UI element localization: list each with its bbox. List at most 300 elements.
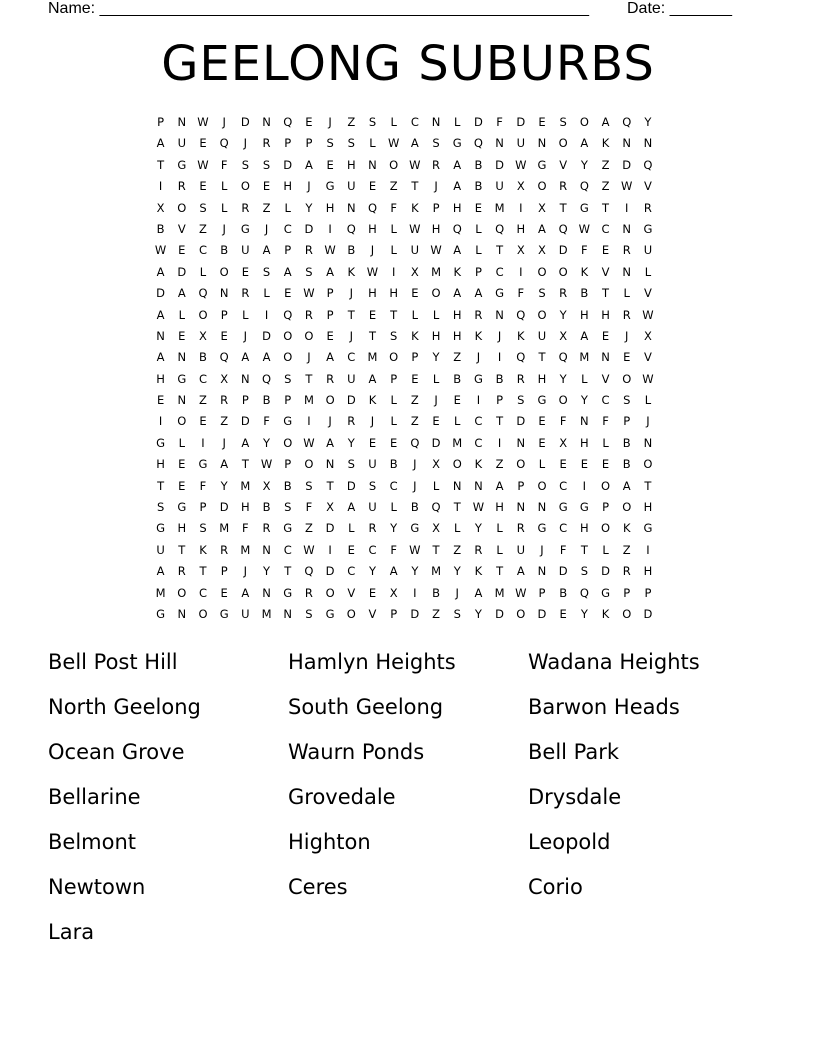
grid-letter: K xyxy=(347,264,356,279)
grid-letter: T xyxy=(496,243,504,258)
grid-letter: Q xyxy=(452,221,462,236)
grid-letter: K xyxy=(517,328,525,343)
word-list-item: Leopold xyxy=(528,830,611,854)
grid-row xyxy=(150,454,670,475)
grid-letter: K xyxy=(474,328,483,343)
grid-letter: J xyxy=(243,136,248,151)
grid-letter: W xyxy=(260,457,273,472)
grid-row xyxy=(150,240,670,261)
grid-letter: W xyxy=(197,157,209,172)
grid-letter: E xyxy=(411,286,419,301)
grid-letter: H xyxy=(580,435,589,450)
grid-letter: N xyxy=(177,115,187,129)
grid-letter: I xyxy=(476,393,481,408)
grid-letter: O xyxy=(537,179,547,194)
grid-letter: A xyxy=(495,478,504,493)
grid-letter: A xyxy=(474,286,483,301)
grid-letter: P xyxy=(305,136,313,151)
grid-letter: S xyxy=(241,157,249,172)
grid-letter: D xyxy=(431,435,441,450)
grid-letter: O xyxy=(389,350,399,365)
grid-letter: S xyxy=(623,393,631,408)
grid-letter: A xyxy=(538,221,546,236)
grid-letter: A xyxy=(453,243,462,258)
grid-letter: U xyxy=(516,542,525,557)
grid-row xyxy=(150,411,670,432)
grid-row xyxy=(150,583,670,604)
grid-letter: L xyxy=(390,115,397,129)
grid-letter: E xyxy=(241,264,249,279)
grid-letter: A xyxy=(601,115,610,129)
grid-letter: P xyxy=(623,585,631,600)
grid-letter: S xyxy=(347,136,355,151)
grid-letter: T xyxy=(347,307,355,322)
grid-letter: B xyxy=(474,157,483,172)
grid-letter: H xyxy=(452,307,462,322)
grid-letter: C xyxy=(347,564,356,579)
grid-letter: R xyxy=(241,200,250,215)
grid-letter: S xyxy=(199,521,207,536)
grid-letter: O xyxy=(516,606,526,621)
grid-letter: F xyxy=(517,286,525,301)
grid-letter: W xyxy=(409,542,421,557)
grid-letter: A xyxy=(304,157,313,172)
grid-letter: B xyxy=(495,371,504,386)
grid-letter: N xyxy=(537,500,547,515)
grid-letter: Z xyxy=(453,542,462,557)
grid-letter: A xyxy=(580,136,589,151)
grid-letter: J xyxy=(328,115,332,129)
grid-letter: V xyxy=(368,606,377,621)
grid-letter: K xyxy=(580,264,589,279)
grid-letter: R xyxy=(304,243,313,258)
grid-letter: G xyxy=(579,200,589,215)
grid-letter: A xyxy=(622,478,631,493)
grid-letter: H xyxy=(389,286,398,301)
word-list-item: Belmont xyxy=(48,830,137,854)
grid-letter: L xyxy=(263,286,270,301)
grid-row xyxy=(150,305,670,326)
grid-letter: F xyxy=(496,115,503,129)
grid-letter: Q xyxy=(579,179,589,194)
grid-letter: C xyxy=(283,542,292,557)
grid-letter: Z xyxy=(220,414,229,429)
grid-letter: E xyxy=(601,243,610,258)
grid-letter: I xyxy=(158,179,163,194)
grid-letter: W xyxy=(430,243,442,258)
grid-letter: N xyxy=(474,478,483,493)
grid-letter: E xyxy=(178,328,186,343)
grid-letter: O xyxy=(537,264,547,279)
grid-letter: S xyxy=(156,500,165,515)
grid-letter: G xyxy=(219,606,229,621)
grid-letter: N xyxy=(537,136,547,151)
grid-letter: L xyxy=(602,542,609,557)
grid-row xyxy=(150,604,670,625)
grid-letter: A xyxy=(474,585,483,600)
grid-letter: G xyxy=(177,157,187,172)
grid-letter: Z xyxy=(410,414,419,429)
grid-letter: H xyxy=(156,371,165,386)
grid-letter: A xyxy=(347,500,356,515)
grid-letter: H xyxy=(452,328,462,343)
grid-letter: K xyxy=(453,264,461,279)
grid-letter: Y xyxy=(474,521,482,536)
grid-letter: C xyxy=(601,393,610,408)
grid-letter: C xyxy=(198,585,207,600)
grid-letter: T xyxy=(538,350,546,365)
grid-letter: F xyxy=(199,478,207,493)
word-list-item: Bellarine xyxy=(48,785,141,809)
grid-letter: R xyxy=(559,179,568,194)
grid-letter: E xyxy=(220,585,228,600)
grid-letter: D xyxy=(177,264,187,279)
grid-letter: B xyxy=(580,286,589,301)
grid-letter: N xyxy=(325,457,335,472)
grid-letter: H xyxy=(643,500,653,515)
grid-letter: W xyxy=(472,500,485,515)
grid-letter: Y xyxy=(368,564,376,579)
grid-letter: D xyxy=(495,157,505,172)
grid-letter: D xyxy=(325,564,335,579)
grid-letter: H xyxy=(516,221,526,236)
grid-row xyxy=(150,133,670,154)
grid-letter: O xyxy=(304,328,314,343)
grid-letter: Y xyxy=(263,435,271,450)
grid-letter: B xyxy=(347,243,356,258)
grid-letter: T xyxy=(602,286,610,301)
grid-letter: G xyxy=(537,393,547,408)
grid-letter: N xyxy=(643,136,653,151)
grid-letter: C xyxy=(389,478,398,493)
grid-letter: O xyxy=(558,264,568,279)
grid-letter: D xyxy=(601,564,610,579)
grid-letter: E xyxy=(326,157,334,172)
grid-letter: T xyxy=(178,542,186,557)
grid-letter: D xyxy=(495,606,505,621)
grid-letter: N xyxy=(177,350,187,365)
grid-letter: S xyxy=(284,371,292,386)
grid-letter: S xyxy=(326,136,334,151)
grid-letter: Y xyxy=(474,606,482,621)
grid-letter: A xyxy=(453,286,462,301)
grid-letter: S xyxy=(347,457,355,472)
grid-letter: D xyxy=(304,221,314,236)
grid-letter: E xyxy=(326,328,334,343)
grid-letter: L xyxy=(220,179,228,194)
grid-letter: O xyxy=(431,286,441,301)
grid-letter: Z xyxy=(199,221,207,236)
grid-letter: O xyxy=(283,435,293,450)
word-list-item: Ocean Grove xyxy=(48,740,185,764)
grid-letter: T xyxy=(432,542,440,557)
grid-letter: G xyxy=(473,371,483,386)
grid-letter: S xyxy=(559,115,567,129)
grid-letter: H xyxy=(601,307,610,322)
grid-letter: L xyxy=(348,521,355,536)
grid-letter: E xyxy=(199,136,207,151)
grid-letter: Q xyxy=(516,350,526,365)
grid-letter: C xyxy=(368,542,377,557)
grid-letter: X xyxy=(538,243,546,258)
grid-letter: A xyxy=(156,350,165,365)
grid-letter: Q xyxy=(473,136,483,151)
grid-letter: Q xyxy=(431,500,441,515)
grid-letter: Z xyxy=(453,350,462,365)
grid-letter: E xyxy=(538,414,546,429)
grid-letter: J xyxy=(307,350,311,365)
grid-letter: C xyxy=(410,115,419,129)
grid-letter: M xyxy=(579,350,590,365)
grid-row xyxy=(150,176,670,197)
grid-letter: K xyxy=(474,564,483,579)
grid-letter: G xyxy=(325,606,335,621)
grid-letter: Q xyxy=(262,371,272,386)
grid-letter: F xyxy=(581,243,588,258)
grid-letter: Y xyxy=(644,115,652,129)
grid-letter: X xyxy=(538,200,546,215)
grid-letter: A xyxy=(262,350,271,365)
grid-letter: I xyxy=(519,200,523,215)
grid-letter: E xyxy=(347,542,355,557)
grid-letter: L xyxy=(475,221,482,236)
grid-letter: W xyxy=(303,542,315,557)
grid-letter: Z xyxy=(495,457,504,472)
grid-letter: E xyxy=(601,457,610,472)
grid-letter: O xyxy=(304,457,314,472)
grid-letter: O xyxy=(452,457,462,472)
grid-letter: W xyxy=(303,435,315,450)
grid-letter: I xyxy=(201,435,205,450)
grid-letter: X xyxy=(643,328,652,343)
grid-letter: O xyxy=(622,371,632,386)
grid-letter: Z xyxy=(304,521,313,536)
grid-letter: B xyxy=(389,457,398,472)
grid-letter: Q xyxy=(516,307,526,322)
grid-letter: V xyxy=(559,157,568,172)
grid-letter: L xyxy=(538,457,546,472)
grid-letter: T xyxy=(157,478,165,493)
grid-letter: O xyxy=(537,307,547,322)
grid-letter: T xyxy=(284,564,292,579)
grid-letter: T xyxy=(644,478,652,493)
word-list-item: Bell Post Hill xyxy=(48,650,178,674)
grid-letter: O xyxy=(240,179,250,194)
grid-letter: N xyxy=(177,393,187,408)
grid-letter: P xyxy=(623,414,631,429)
grid-letter: E xyxy=(199,414,207,429)
grid-letter: W xyxy=(154,243,167,258)
grid-letter: X xyxy=(432,521,440,536)
grid-letter: R xyxy=(304,307,313,322)
grid-letter: P xyxy=(326,307,334,322)
grid-letter: Z xyxy=(347,115,356,129)
grid-letter: N xyxy=(156,328,165,343)
word-list-item: South Geelong xyxy=(288,695,444,719)
grid-letter: C xyxy=(559,521,568,536)
grid-letter: M xyxy=(303,393,314,408)
grid-letter: U xyxy=(368,457,377,472)
grid-letter: Q xyxy=(283,307,293,322)
grid-letter: H xyxy=(643,564,653,579)
grid-letter: R xyxy=(177,179,186,194)
grid-letter: N xyxy=(452,478,462,493)
grid-letter: T xyxy=(411,179,419,194)
grid-letter: N xyxy=(622,221,632,236)
grid-letter: N xyxy=(219,286,229,301)
grid-letter: S xyxy=(432,136,440,151)
word-list-item: Grovedale xyxy=(288,785,396,809)
grid-letter: E xyxy=(178,478,186,493)
grid-letter: W xyxy=(197,115,209,129)
grid-letter: B xyxy=(262,393,271,408)
grid-letter: R xyxy=(516,521,525,536)
grid-letter: P xyxy=(644,585,652,600)
grid-letter: D xyxy=(516,414,526,429)
grid-letter: U xyxy=(241,243,250,258)
grid-row xyxy=(150,390,670,411)
word-list-item: Highton xyxy=(288,830,371,854)
grid-letter: J xyxy=(307,179,311,194)
grid-row xyxy=(150,112,670,133)
grid-letter: O xyxy=(219,264,229,279)
grid-letter: C xyxy=(198,243,207,258)
grid-letter: N xyxy=(495,307,504,322)
grid-letter: A xyxy=(580,328,589,343)
grid-letter: D xyxy=(156,286,166,301)
grid-letter: I xyxy=(328,542,332,557)
grid-letter: X xyxy=(516,243,525,258)
grid-letter: J xyxy=(455,585,459,600)
grid-letter: X xyxy=(559,328,568,343)
grid-letter: O xyxy=(516,457,526,472)
grid-letter: J xyxy=(243,564,248,579)
grid-letter: E xyxy=(538,115,546,129)
word-list-item: Wadana Heights xyxy=(528,650,700,674)
grid-letter: A xyxy=(283,264,292,279)
grid-letter: J xyxy=(497,328,502,343)
grid-letter: S xyxy=(305,478,313,493)
grid-letter: R xyxy=(220,393,229,408)
grid-row xyxy=(150,561,670,582)
grid-letter: H xyxy=(580,307,589,322)
grid-letter: L xyxy=(432,371,440,386)
grid-letter: B xyxy=(474,179,483,194)
grid-letter: P xyxy=(326,286,334,301)
grid-letter: A xyxy=(516,564,525,579)
grid-letter: F xyxy=(220,157,228,172)
grid-letter: O xyxy=(558,136,568,151)
grid-letter: Q xyxy=(579,585,589,600)
grid-letter: B xyxy=(283,478,292,493)
grid-letter: D xyxy=(643,606,653,621)
grid-letter: D xyxy=(240,414,250,429)
grid-letter: A xyxy=(368,371,377,386)
grid-letter: R xyxy=(432,157,441,172)
word-list-item: Lara xyxy=(48,920,95,944)
grid-letter: V xyxy=(643,350,652,365)
grid-letter: E xyxy=(580,457,588,472)
grid-letter: H xyxy=(241,500,250,515)
grid-letter: Y xyxy=(580,157,588,172)
grid-letter: U xyxy=(495,179,504,194)
grid-letter: L xyxy=(432,478,440,493)
name-field-label: Name: _______________________________________________________ xyxy=(48,0,589,17)
word-list-item: Hamlyn Heights xyxy=(288,650,456,674)
grid-letter: O xyxy=(643,457,653,472)
grid-letter: D xyxy=(558,243,568,258)
grid-letter: R xyxy=(326,371,335,386)
grid-letter: D xyxy=(622,157,632,172)
grid-letter: R xyxy=(622,243,631,258)
grid-letter: C xyxy=(283,221,292,236)
grid-letter: K xyxy=(411,328,419,343)
grid-letter: N xyxy=(622,264,632,279)
grid-letter: A xyxy=(241,585,250,600)
grid-letter: L xyxy=(242,307,249,322)
grid-letter: N xyxy=(177,606,187,621)
grid-letter: Q xyxy=(410,435,420,450)
grid-letter: K xyxy=(199,542,207,557)
grid-letter: M xyxy=(219,521,230,536)
grid-letter: U xyxy=(241,606,250,621)
grid-letter: U xyxy=(410,243,420,258)
grid-letter: T xyxy=(199,564,207,579)
grid-letter: L xyxy=(220,200,228,215)
grid-letter: L xyxy=(496,521,503,536)
grid-letter: J xyxy=(370,243,375,258)
grid-letter: N xyxy=(643,435,653,450)
grid-letter: T xyxy=(368,328,376,343)
grid-letter: B xyxy=(432,585,440,600)
grid-letter: E xyxy=(453,393,461,408)
grid-letter: H xyxy=(495,500,504,515)
grid-letter: G xyxy=(283,521,293,536)
grid-letter: K xyxy=(601,606,610,621)
grid-letter: I xyxy=(646,542,650,557)
grid-letter: P xyxy=(602,500,609,515)
grid-letter: S xyxy=(390,328,398,343)
grid-letter: H xyxy=(537,371,547,386)
grid-letter: O xyxy=(177,414,187,429)
grid-letter: S xyxy=(262,157,271,172)
grid-letter: P xyxy=(538,585,546,600)
grid-letter: L xyxy=(496,542,503,557)
word-list-item: Newtown xyxy=(48,875,146,899)
grid-letter: S xyxy=(580,564,588,579)
grid-letter: N xyxy=(580,414,589,429)
grid-letter: Y xyxy=(432,350,440,365)
grid-letter: N xyxy=(601,350,610,365)
grid-letter: Z xyxy=(410,393,419,408)
grid-letter: I xyxy=(328,221,332,236)
grid-letter: Z xyxy=(622,542,631,557)
grid-letter: T xyxy=(580,542,588,557)
grid-letter: G xyxy=(537,521,547,536)
grid-letter: Q xyxy=(283,115,293,129)
grid-letter: X xyxy=(326,500,335,515)
grid-letter: E xyxy=(559,606,567,621)
grid-letter: R xyxy=(347,414,356,429)
grid-letter: H xyxy=(431,221,441,236)
grid-letter: A xyxy=(262,243,271,258)
grid-letter: F xyxy=(263,414,270,429)
grid-letter: M xyxy=(367,350,378,365)
grid-letter: C xyxy=(347,350,356,365)
grid-letter: X xyxy=(389,585,398,600)
grid-letter: U xyxy=(347,179,356,194)
grid-letter: E xyxy=(178,243,186,258)
